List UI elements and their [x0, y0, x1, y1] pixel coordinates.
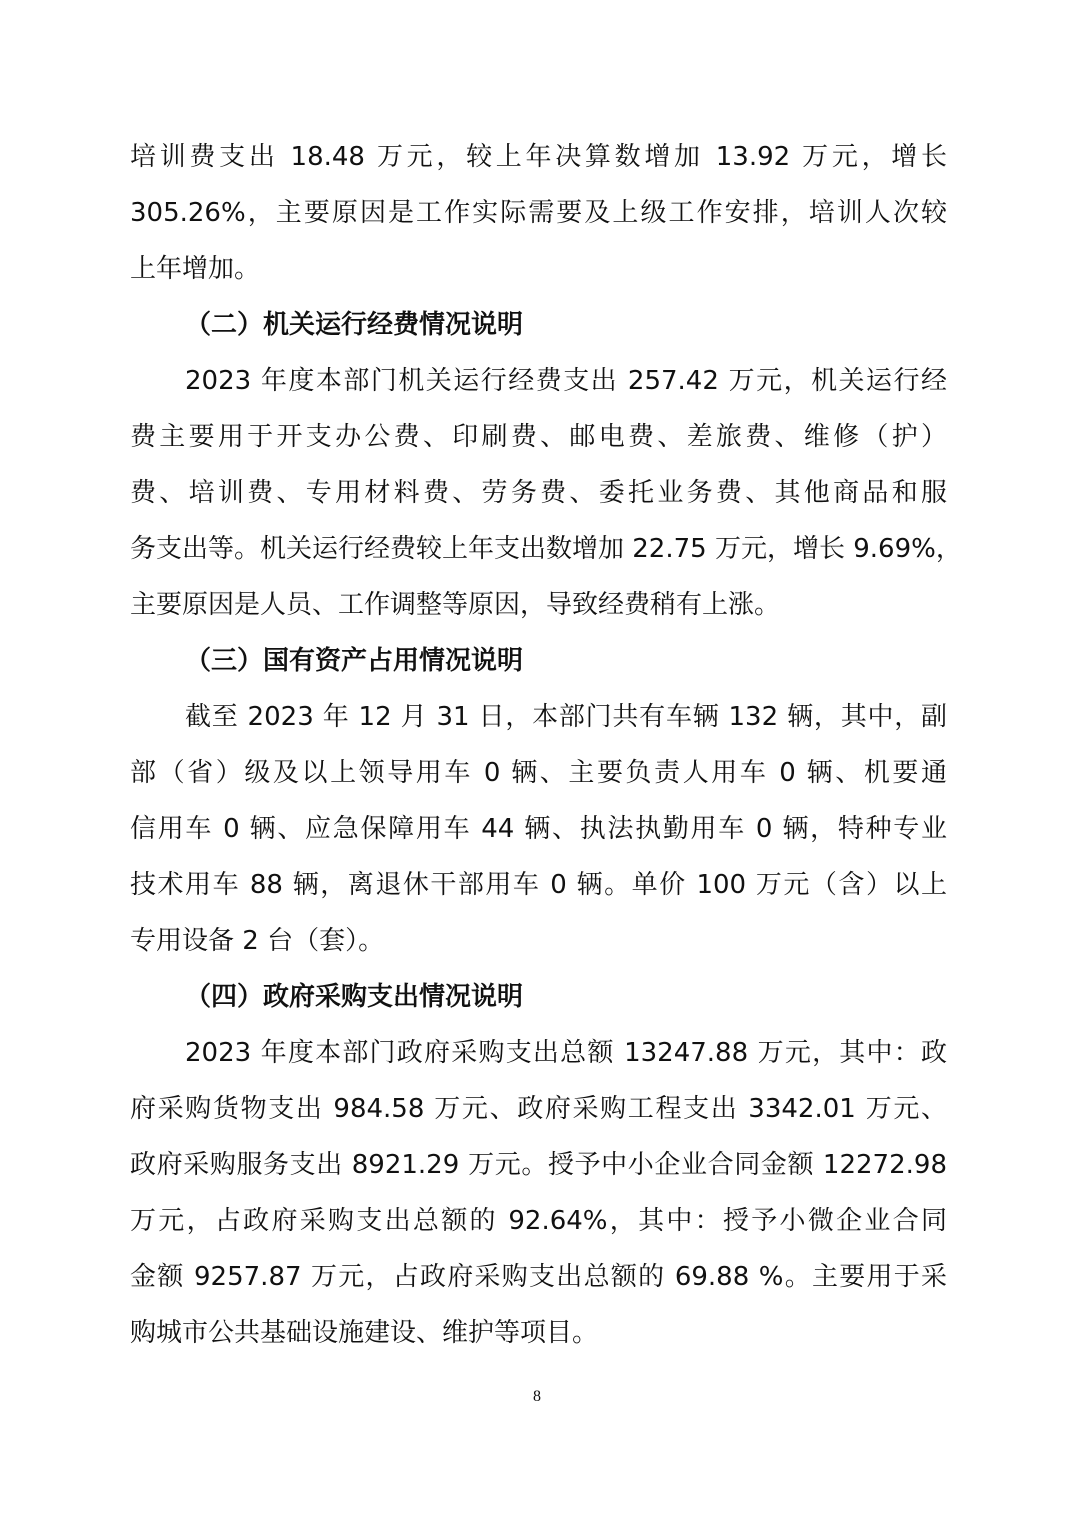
paragraph-line: 万元，占政府采购支出总额的 92.64%，其中：授予小微企业合同	[130, 1206, 947, 1236]
paragraph-line: 费、培训费、专用材料费、劳务费、委托业务费、其他商品和服	[130, 478, 947, 508]
paragraph-line: 主要原因是人员、工作调整等原因，导致经费稍有上涨。	[130, 590, 781, 620]
paragraph-line: 金额 9257.87 万元，占政府采购支出总额的 69.88 %。主要用于采	[130, 1262, 947, 1292]
paragraph-line: 信用车 0 辆、应急保障用车 44 辆、执法执勤用车 0 辆，特种专业	[130, 814, 947, 844]
paragraph-line: 政府采购服务支出 8921.29 万元。授予中小企业合同金额 12272.98	[130, 1150, 947, 1180]
paragraph-line: 府采购货物支出 984.58 万元、政府采购工程支出 3342.01 万元、	[130, 1094, 947, 1124]
section-heading: （四）政府采购支出情况说明	[185, 982, 524, 1012]
paragraph-line: 2023 年度本部门政府采购支出总额 13247.88 万元，其中：政	[185, 1038, 947, 1068]
page-number: 8	[533, 1388, 541, 1405]
paragraph-line: 购城市公共基础设施建设、维护等项目。	[130, 1318, 599, 1348]
section-heading: （三）国有资产占用情况说明	[185, 646, 524, 676]
paragraph-line: 费主要用于开支办公费、印刷费、邮电费、差旅费、维修（护）	[130, 422, 947, 452]
paragraph-line: 专用设备 2 台（套）。	[130, 926, 385, 956]
paragraph-line: 务支出等。机关运行经费较上年支出数增加 22.75 万元，增长 9.69%，	[130, 534, 962, 564]
section-heading: （二）机关运行经费情况说明	[185, 310, 524, 340]
paragraph-line: 部（省）级及以上领导用车 0 辆、主要负责人用车 0 辆、机要通	[130, 758, 947, 788]
document-body	[130, 129, 962, 1361]
paragraph-line: 305.26%，主要原因是工作实际需要及上级工作安排，培训人次较	[130, 198, 947, 228]
paragraph-line: 上年增加。	[130, 254, 261, 284]
paragraph-line: 截至 2023 年 12 月 31 日，本部门共有车辆 132 辆，其中，副	[185, 702, 947, 732]
paragraph-line: 2023 年度本部门机关运行经费支出 257.42 万元，机关运行经	[185, 366, 947, 396]
paragraph-line: 培训费支出 18.48 万元，较上年决算数增加 13.92 万元，增长	[130, 142, 947, 172]
paragraph-line: 技术用车 88 辆，离退休干部用车 0 辆。单价 100 万元（含）以上	[130, 870, 947, 900]
